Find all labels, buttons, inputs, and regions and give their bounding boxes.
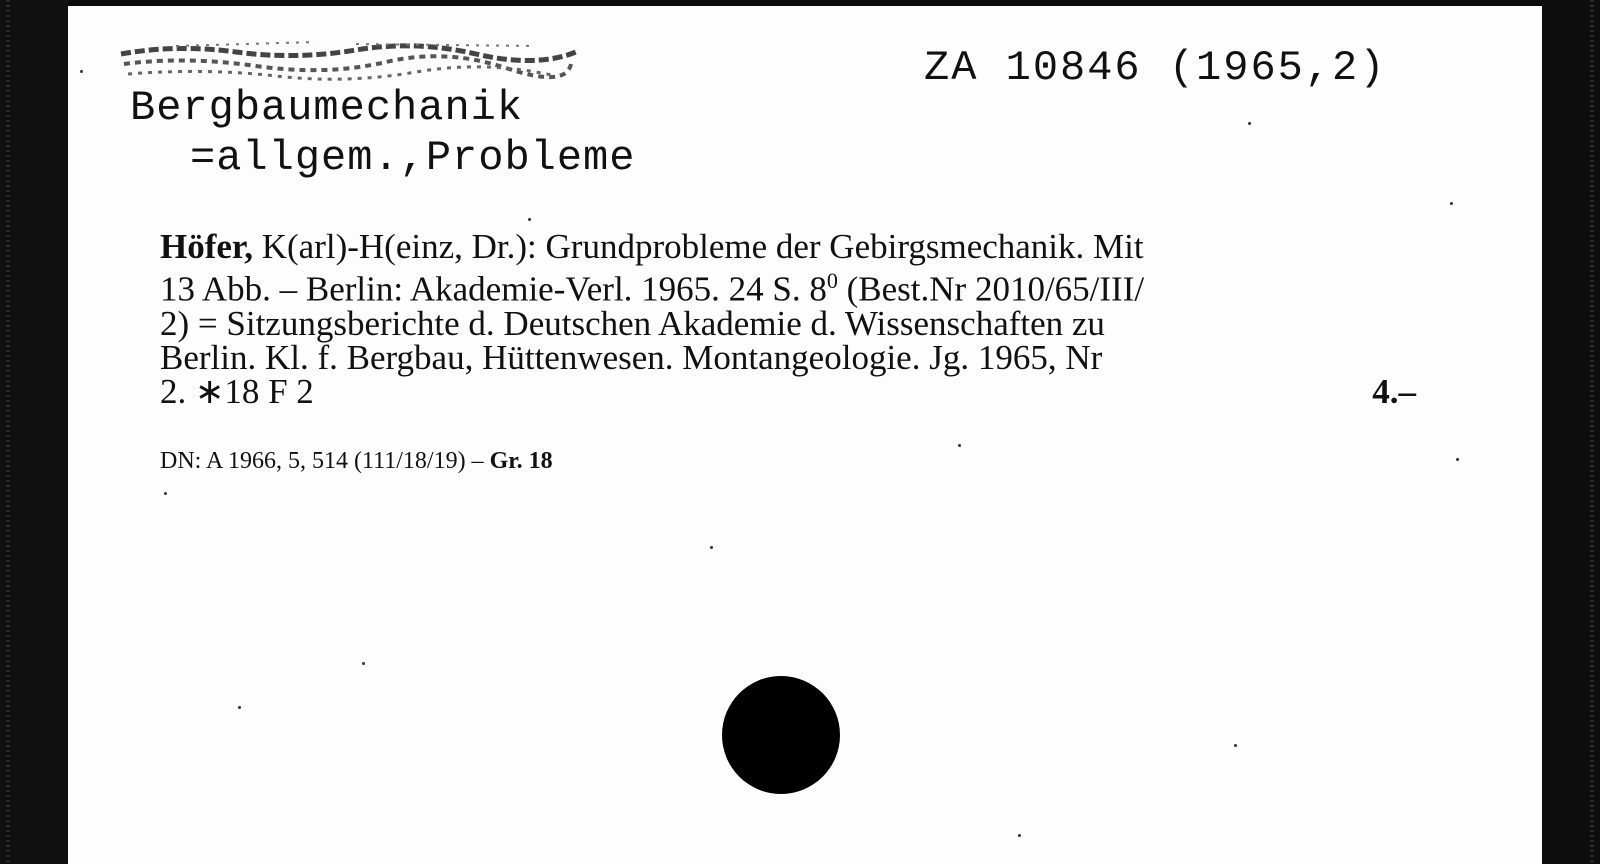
subject-heading: Bergbaumechanik bbox=[130, 84, 524, 132]
bibliographic-entry bbox=[160, 227, 1416, 411]
shelf-mark: 2. ∗18 F 2 bbox=[160, 371, 314, 411]
speck bbox=[958, 444, 961, 447]
speck bbox=[528, 218, 531, 221]
entry-line-2 bbox=[160, 264, 1416, 307]
call-number: ZA 10846 (1965,2) bbox=[924, 44, 1387, 92]
catalog-card bbox=[68, 6, 1542, 864]
speck bbox=[1234, 744, 1237, 747]
speck bbox=[710, 546, 713, 549]
entry-line-3: 2) = Sitzungsberichte d. Deutschen Akademie d. Wissenschaften zu bbox=[160, 303, 1105, 343]
order-number: (Best.Nr 2010/65/III/ bbox=[837, 269, 1145, 309]
speck bbox=[1248, 122, 1251, 125]
author-name: Höfer, bbox=[160, 227, 253, 266]
price: 4.– bbox=[1372, 371, 1416, 411]
speck bbox=[1018, 834, 1021, 837]
speck bbox=[238, 706, 241, 709]
entry-line-4: Berlin. Kl. f. Bergbau, Hüttenwesen. Montangeologie. Jg. 1965, Nr bbox=[160, 337, 1103, 377]
speck bbox=[164, 492, 167, 495]
speck bbox=[362, 662, 365, 665]
dn-reference bbox=[160, 448, 553, 475]
dn-group: Gr. 18 bbox=[489, 448, 553, 474]
speck bbox=[1450, 202, 1453, 205]
publication-info: 13 Abb. – Berlin: Akademie-Verl. 1965. 24 S. 8 bbox=[160, 269, 827, 309]
entry-line-1 bbox=[160, 227, 1416, 266]
subject-subheading: =allgem.,Probleme bbox=[190, 134, 636, 182]
dn-line: DN: A 1966, 5, 514 (111/18/19) – bbox=[160, 448, 490, 474]
format-superscript: 0 bbox=[826, 268, 838, 293]
speck bbox=[80, 70, 83, 73]
speck bbox=[1456, 458, 1459, 461]
scanner-border-left bbox=[0, 0, 68, 864]
punch-hole bbox=[722, 676, 840, 794]
scanner-border-right bbox=[1542, 0, 1600, 864]
title-text: K(arl)-H(einz, Dr.): Grundprobleme der Gebirgsmechanik. Mit bbox=[261, 227, 1144, 266]
entry-line-5 bbox=[160, 371, 1416, 411]
